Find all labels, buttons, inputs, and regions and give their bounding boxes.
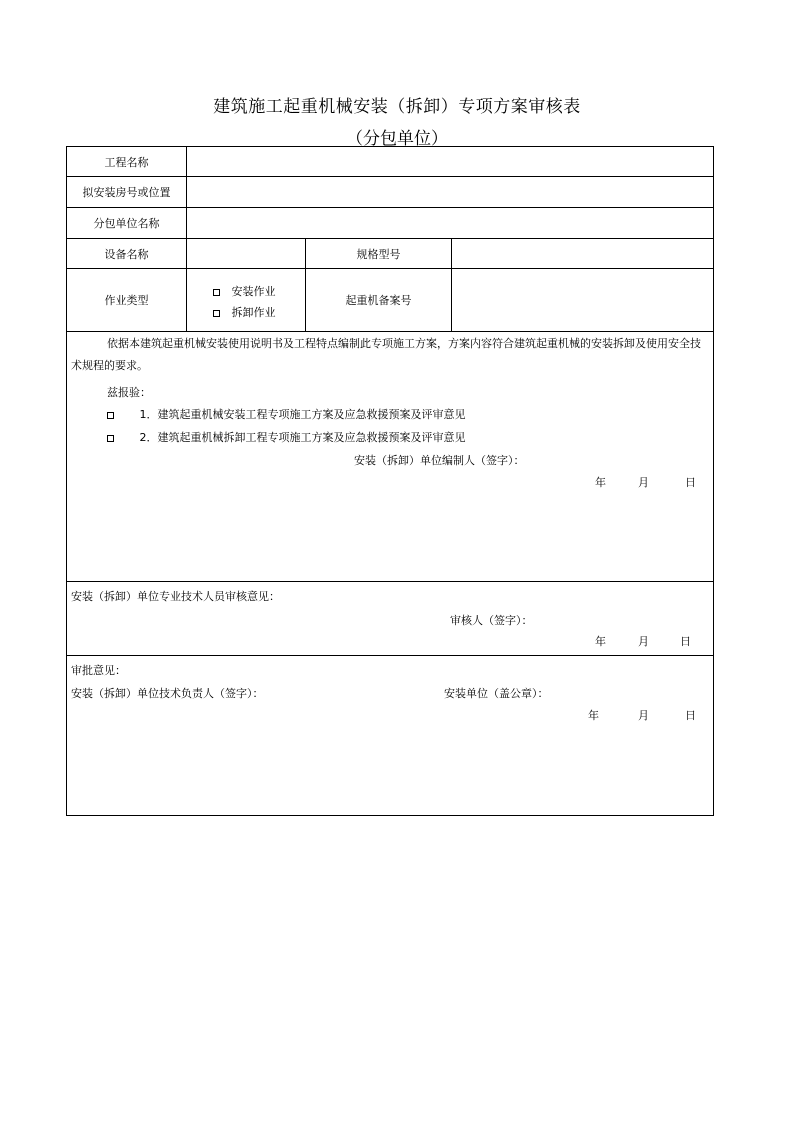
install-option[interactable] [213,281,276,302]
attachment-num: 2． [139,431,158,444]
date-month: 月 [638,709,649,722]
spec-model-field[interactable] [452,239,713,268]
tech-lead-sign-label: 安装（拆卸）单位技术负责人（签字）： [71,687,264,700]
attachment-text: 建筑起重机械安装工程专项施工方案及应急救援预案及评审意见 [157,408,466,421]
crane-record-label: 起重机备案号 [345,294,412,307]
section-divider [67,581,713,582]
date-year: 年 [588,709,599,722]
date-day: 日 [685,476,696,489]
date-year: 年 [595,635,606,648]
attachment-checkbox[interactable] [107,412,114,419]
form-title: 建筑施工起重机械安装（拆卸）专项方案审核表 [213,97,581,117]
compiler-sign-label: 安装（拆卸）单位编制人（签字）： [354,454,525,467]
project-name-label: 工程名称 [104,155,149,169]
form-subtitle: （分包单位） [346,129,448,149]
equipment-name-field[interactable] [187,239,305,268]
date-month: 月 [638,476,649,489]
dismantle-option[interactable] [213,302,276,323]
crane-record-field[interactable] [452,269,713,331]
location-label: 拟安装房号或位置 [82,186,171,199]
approval-form-table [66,146,714,816]
work-type-label: 作业类型 [104,294,149,307]
attachment-item [107,406,466,422]
date-month: 月 [638,635,649,648]
date-day: 日 [680,635,691,648]
project-name-field[interactable] [187,147,713,176]
dismantle-checkbox[interactable] [213,310,220,317]
date-year: 年 [595,476,606,489]
install-option-label: 安装作业 [231,285,276,298]
attachment-item [107,429,466,445]
section-divider [67,655,713,656]
work-type-options [213,281,276,323]
dismantle-option-label: 拆卸作业 [231,306,276,319]
spec-model-label: 规格型号 [356,247,401,261]
attach-label: 兹报验： [107,386,151,399]
install-checkbox[interactable] [213,289,220,296]
review-opinion-label: 安装（拆卸）单位专业技术人员审核意见： [71,590,280,603]
location-field[interactable] [187,177,713,207]
attachment-num: 1． [139,408,158,421]
attachment-checkbox[interactable] [107,435,114,442]
row-divider [67,331,713,332]
attachment-text: 建筑起重机械拆卸工程专项施工方案及应急救援预案及评审意见 [157,431,466,444]
subcontractor-field[interactable] [187,208,713,238]
company-seal-label: 安装单位（盖公章）： [444,687,549,700]
equipment-name-label: 设备名称 [104,247,149,261]
approval-opinion-label: 审批意见： [71,664,126,677]
reviewer-sign-label: 审核人（签字）： [450,614,533,627]
subcontractor-label: 分包单位名称 [93,217,160,230]
date-day: 日 [685,709,696,722]
compile-paragraph: 依据本建筑起重机械安装使用说明书及工程特点编制此专项施工方案，方案内容符合建筑起重机械的安装拆卸及使用安全技术规程的要求。 [71,337,701,372]
